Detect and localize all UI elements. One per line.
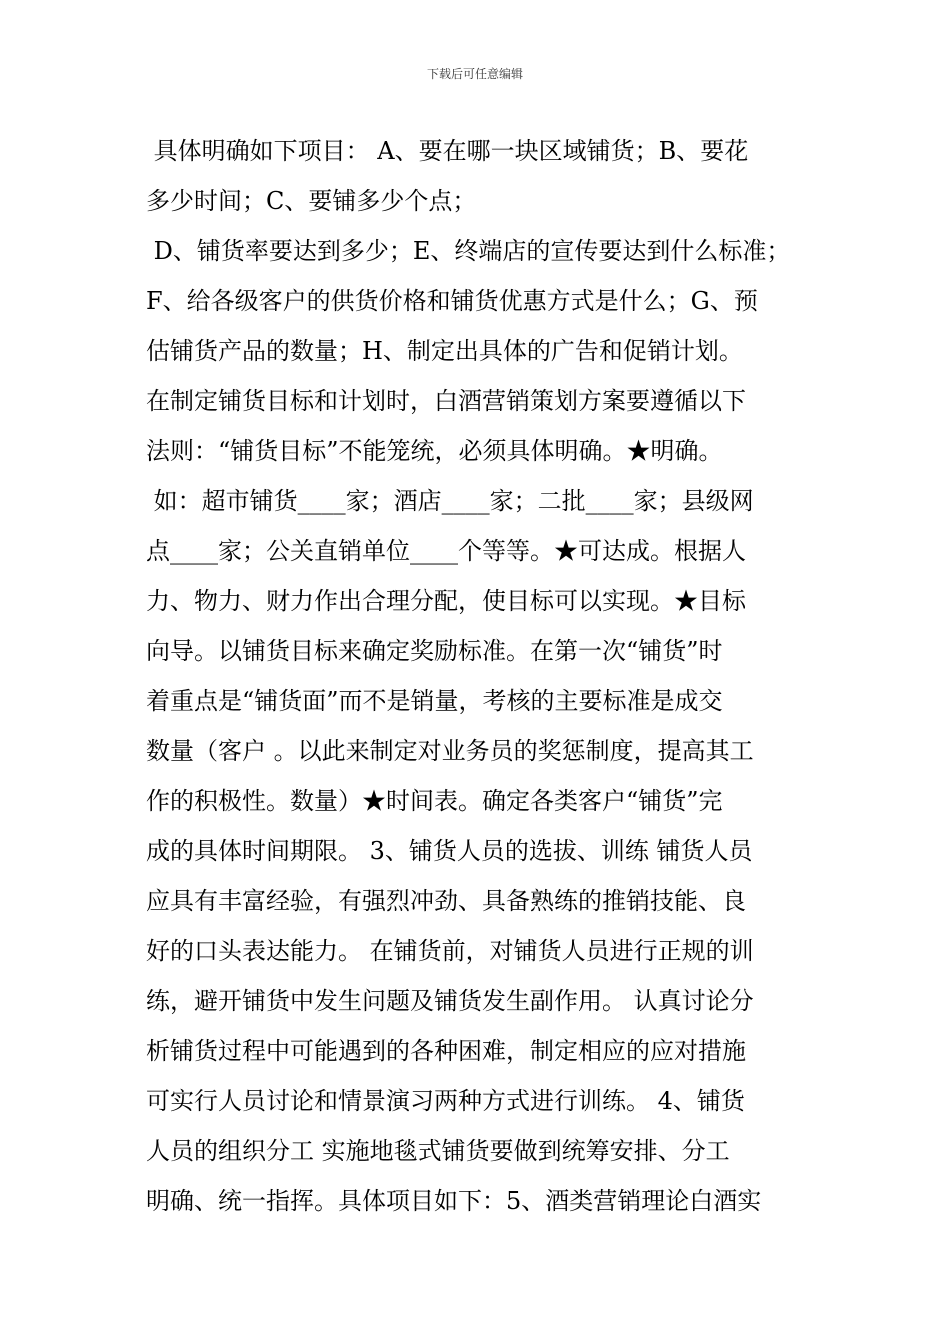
text-line: 人员的组织分工 实施地毯式铺货要做到统筹安排、分工 (146, 1137, 730, 1165)
page-header-note: 下载后可任意编辑 (426, 67, 523, 81)
text-line: 作的积极性。数量）★时间表。确定各类客户“铺货”完 (146, 787, 723, 815)
text-line: 可实行人员讨论和情景演习两种方式进行训练。 4、铺货 (146, 1087, 745, 1115)
text-line: 点____家；公关直销单位____个等等。★可达成。根据人 (146, 537, 746, 565)
text-line: 向导。以铺货目标来确定奖励标准。在第一次“铺货”时 (146, 637, 723, 665)
text-line: D、铺货率要达到多少；E、终端店的宣传要达到什么标准； (146, 237, 791, 265)
text-line: 具体明确如下项目： A、要在哪一块区域铺货；B、要花 (146, 137, 749, 165)
text-line: 好的口头表达能力。 在铺货前，对铺货人员进行正规的训 (146, 937, 754, 965)
text-line: 应具有丰富经验，有强烈冲劲、具备熟练的推销技能、良 (146, 887, 746, 915)
text-line: 力、物力、财力作出合理分配，使目标可以实现。★目标 (146, 587, 746, 615)
text-line: 估铺货产品的数量；H、制定出具体的广告和促销计划。 (146, 337, 743, 365)
text-line: 数量（客户 。以此来制定对业务员的奖惩制度，提高其工 (146, 737, 754, 765)
body-text (0, 127, 950, 1337)
text-line: 析铺货过程中可能遇到的各种困难，制定相应的应对措施 (146, 1037, 746, 1065)
text-line: 成的具体时间期限。 3、铺货人员的选拔、训练 铺货人员 (146, 837, 753, 865)
text-line: 明确、统一指挥。具体项目如下：5、酒类营销理论白酒实 (146, 1187, 762, 1215)
text-line: 法则：“铺货目标”不能笼统，必须具体明确。★明确。 (146, 437, 723, 465)
text-line: 着重点是“铺货面”而不是销量，考核的主要标准是成交 (146, 687, 723, 715)
text-line: 如：超市铺货____家；酒店____家；二批____家；县级网 (146, 487, 754, 515)
text-line: F、给各级客户的供货价格和铺货优惠方式是什么；G、预 (146, 287, 758, 315)
text-line: 多少时间；C、要铺多少个点； (146, 187, 477, 215)
text-line: 在制定铺货目标和计划时，白酒营销策划方案要遵循以下 (146, 387, 746, 415)
text-line: 练，避开铺货中发生问题及铺货发生副作用。 认真讨论分 (146, 987, 754, 1015)
